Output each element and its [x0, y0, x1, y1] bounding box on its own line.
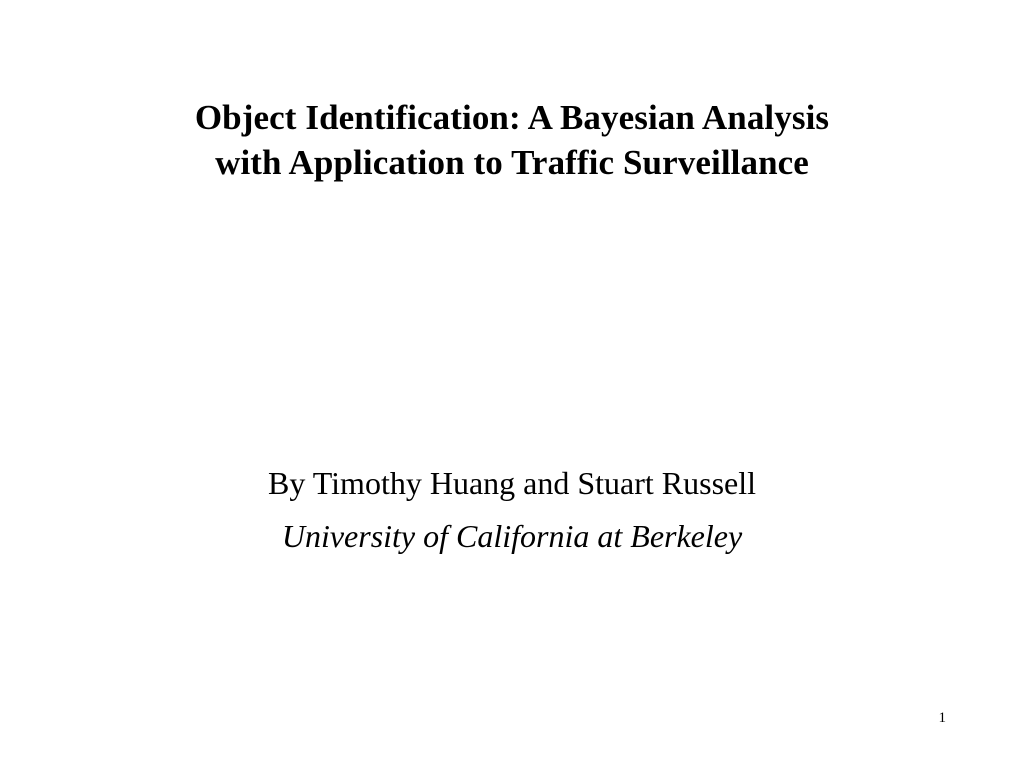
- page-number: 1: [938, 710, 946, 726]
- slide-title: [64, 96, 960, 186]
- slide-title-line-2: with Application to Traffic Surveillance: [215, 142, 809, 182]
- slide-authors-block: [112, 462, 912, 558]
- slide-title-line-1: Object Identification: A Bayesian Analysis: [194, 98, 830, 137]
- affiliation-line: University of California at Berkeley: [281, 517, 743, 554]
- authors-line: By Timothy Huang and Stuart Russell: [267, 465, 757, 501]
